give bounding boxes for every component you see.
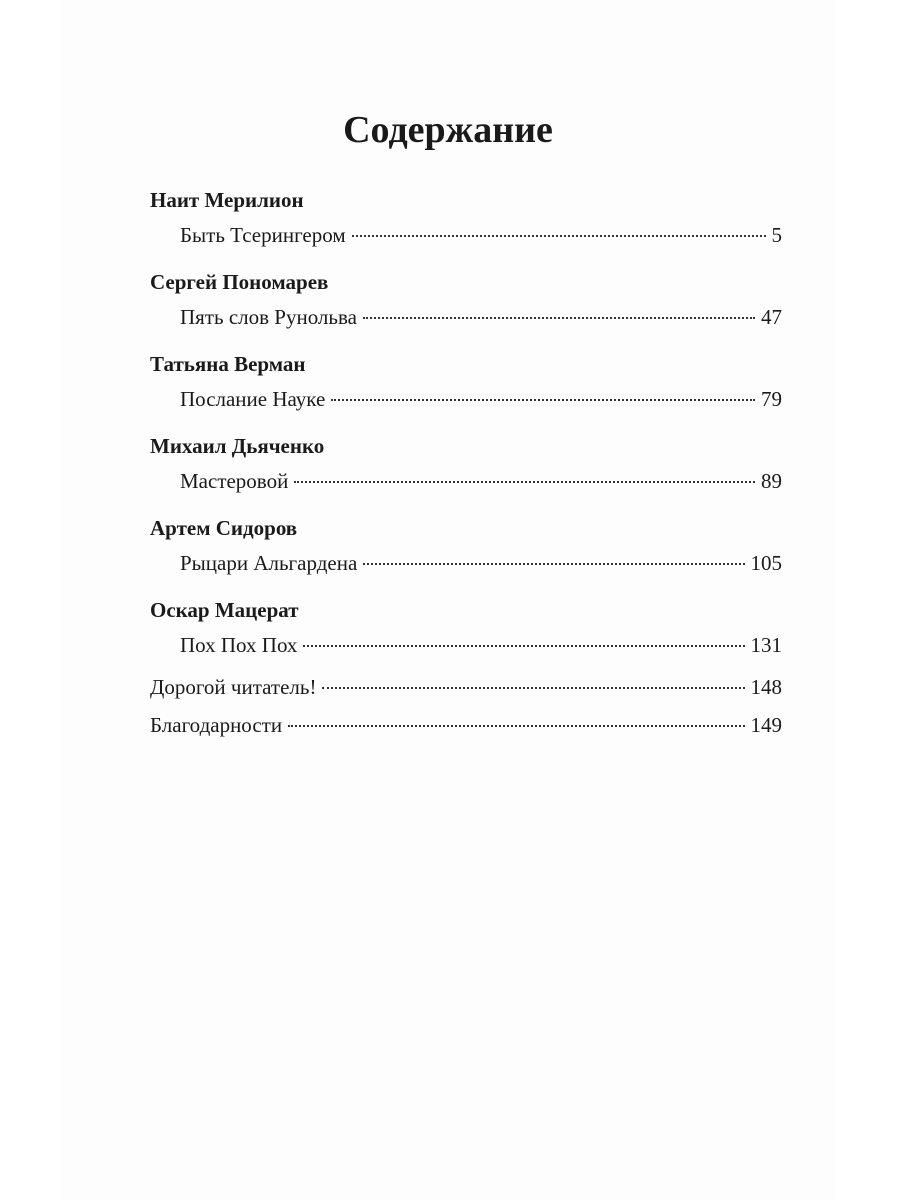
dot-leader: [363, 317, 755, 319]
page-number: 148: [750, 675, 782, 699]
story-title: Мастеровой: [180, 469, 289, 493]
dot-leader: [322, 687, 744, 689]
toc-section: [150, 430, 782, 500]
story-title: Послание Науке: [180, 387, 326, 411]
table-of-contents: [150, 184, 782, 744]
story-title: Пох Пох Пох: [180, 633, 298, 657]
story-title: Быть Тсерингером: [180, 223, 346, 247]
toc-entry: [150, 626, 782, 664]
toc-section: [150, 348, 782, 418]
extra-title: Благодарности: [150, 713, 283, 737]
toc-entry: [150, 462, 782, 500]
dot-leader: [288, 725, 744, 727]
toc-entry: [150, 380, 782, 418]
dot-leader: [363, 563, 744, 565]
toc-entry-extra: [150, 706, 782, 744]
author-name: Михаил Дьяченко: [150, 434, 325, 458]
author-name: Сергей Пономарев: [150, 270, 329, 294]
toc-section: [150, 594, 782, 664]
page-number: 131: [750, 633, 782, 657]
page-number: 5: [771, 223, 782, 247]
dot-leader: [294, 481, 755, 483]
page-number: 47: [761, 305, 782, 329]
page-number: 89: [761, 469, 782, 493]
page-margin: [834, 0, 900, 1200]
page-number: 79: [761, 387, 782, 411]
toc-entry: [150, 216, 782, 254]
extra-title: Дорогой читатель!: [150, 675, 317, 699]
author-name: Артем Сидоров: [150, 516, 298, 540]
dot-leader: [331, 399, 755, 401]
toc-entry: [150, 298, 782, 336]
dot-leader: [303, 645, 744, 647]
page-number: 105: [750, 551, 782, 575]
toc-section: [150, 266, 782, 336]
toc-section: [150, 512, 782, 582]
story-title: Рыцари Альгардена: [180, 551, 358, 575]
author-name: Наит Мерилион: [150, 188, 304, 212]
page-title: Содержание: [343, 109, 553, 151]
toc-entry-extra: [150, 668, 782, 706]
toc-entry: [150, 544, 782, 582]
page-number: 149: [750, 713, 782, 737]
author-name: Татьяна Верман: [150, 352, 306, 376]
toc-section: [150, 184, 782, 254]
dot-leader: [352, 235, 766, 237]
author-name: Оскар Мацерат: [150, 598, 299, 622]
story-title: Пять слов Рунольва: [180, 305, 357, 329]
